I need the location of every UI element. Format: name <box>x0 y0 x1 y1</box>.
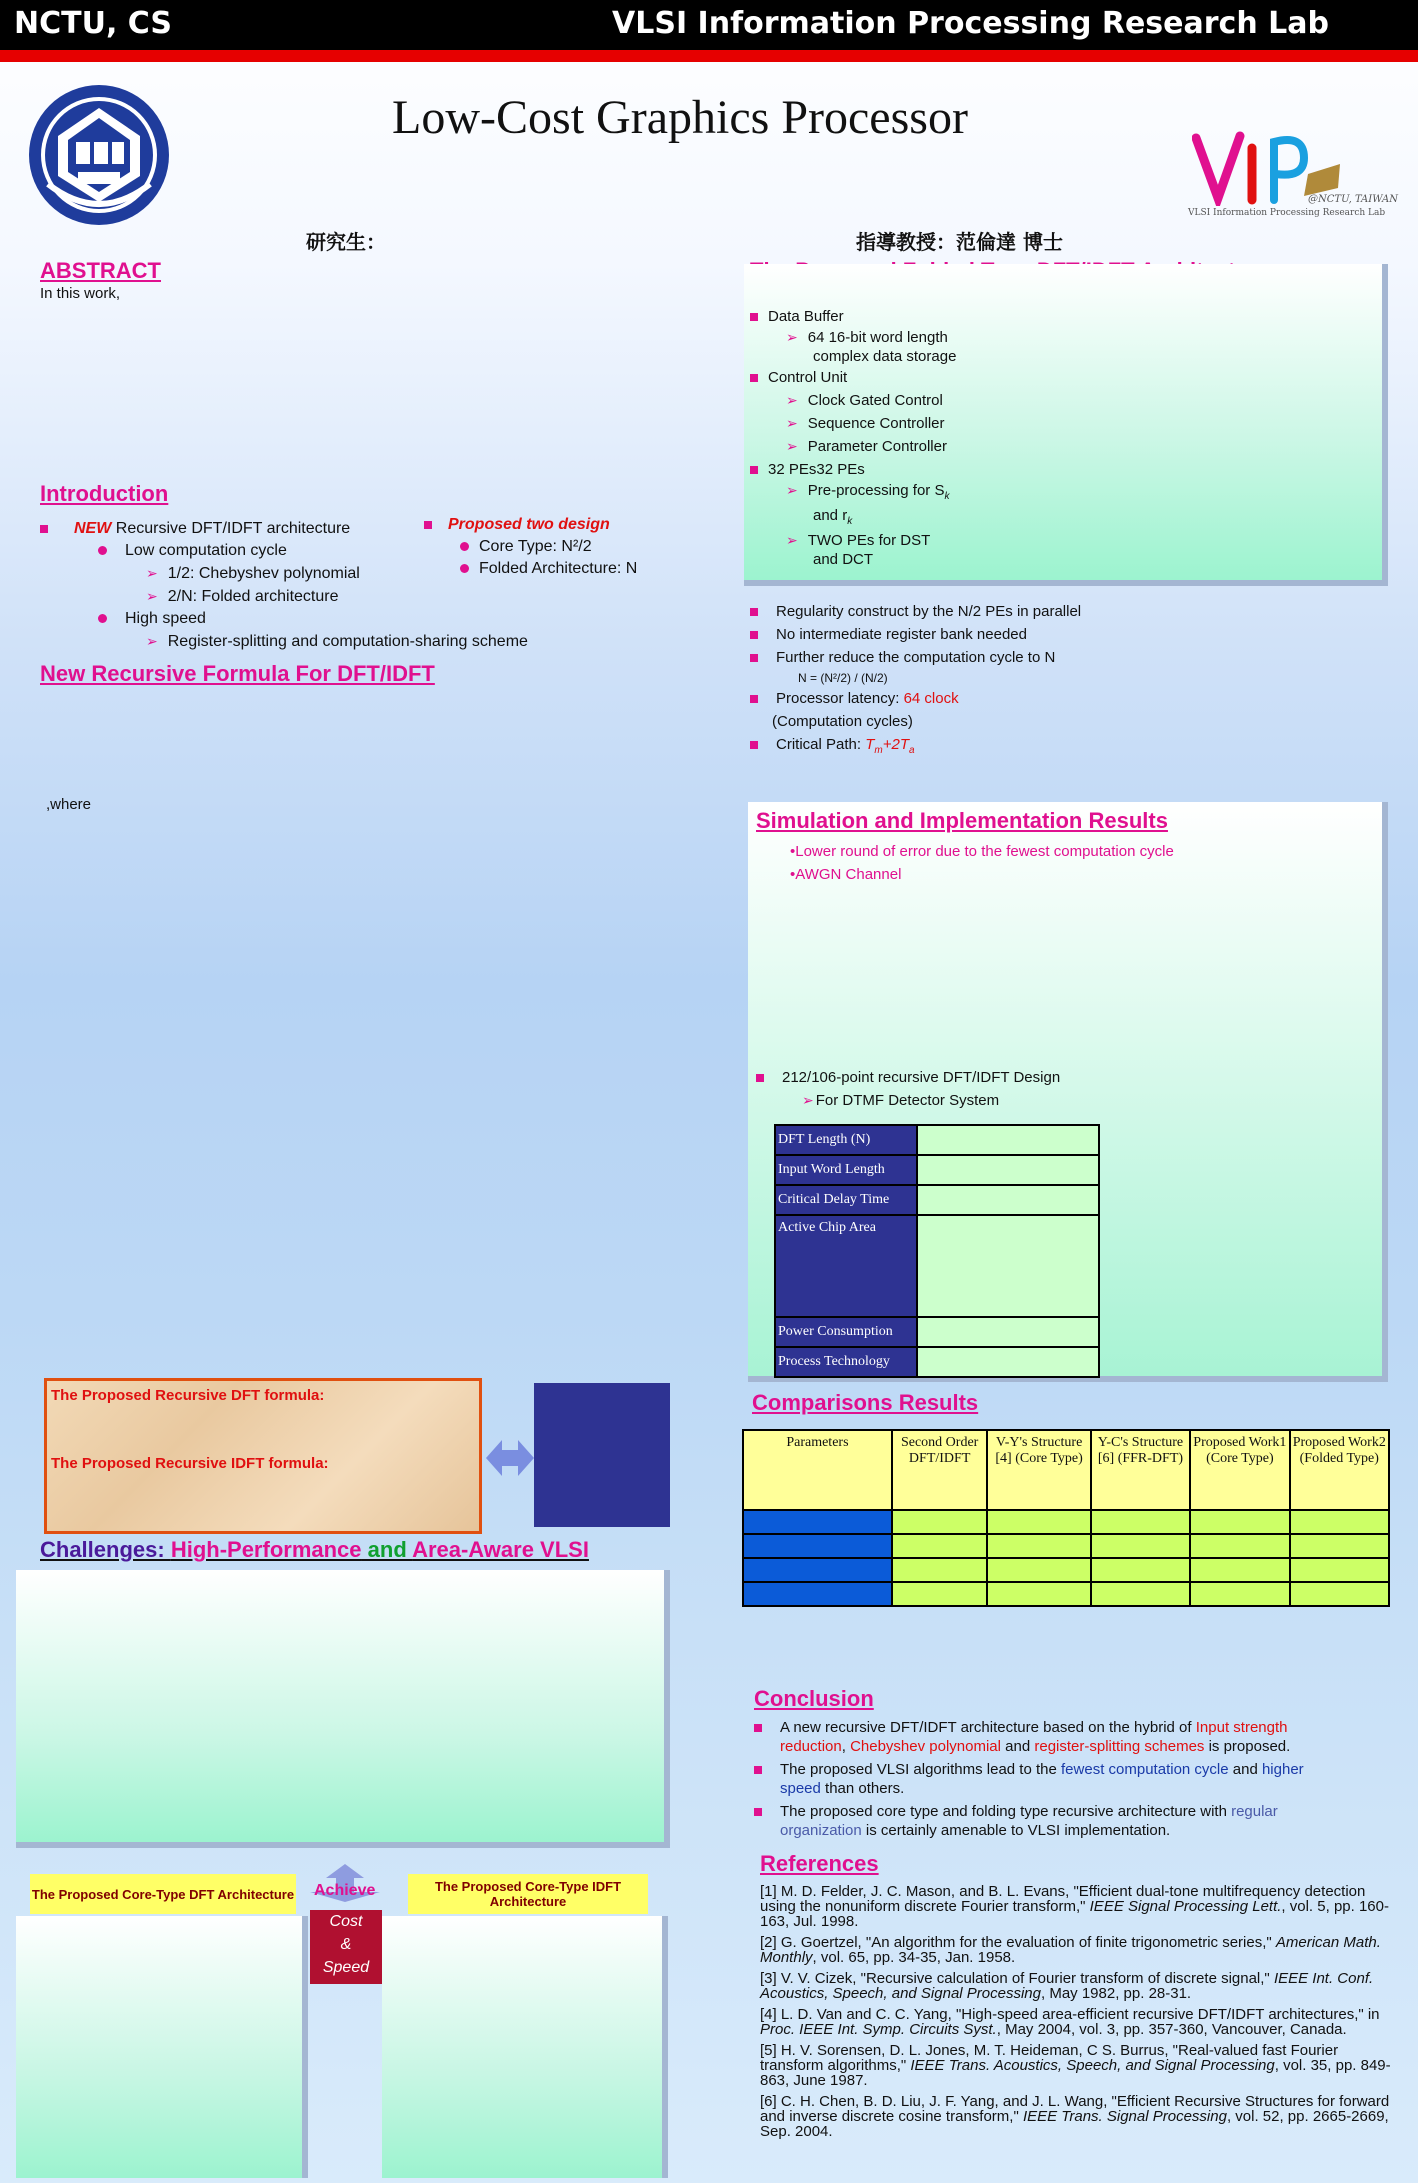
reference-item: [2] G. Goertzel, "An algorithm for the evaluation of finite trigonometric series," American Math. Monthly, vol. 65, pp. 34-35, Jan. 1958. <box>760 1934 1381 1966</box>
reference-item: [4] L. D. Van and C. C. Yang, "High-speed area-efficient recursive DFT/IDFT architectures," in Proc. IEEE Int. Symp. Circuits Syst., May 2004, vol. 3, pp. 357-360, Vancouver, Canada. <box>760 2006 1380 2038</box>
list-item: ➢ TWO PEs for DST <box>786 532 931 549</box>
list-item: ➢ 1/2: Chebyshev polynomial <box>146 565 360 582</box>
list-item: ➢ Register-splitting and computation-sharing scheme <box>146 633 528 650</box>
list-item-text: For DTMF Detector System <box>815 1092 1000 1109</box>
list-item-text: High speed <box>125 610 206 627</box>
column-header: Proposed Work1 (Core Type) <box>1190 1430 1289 1510</box>
list-item-text: Proposed two design <box>448 516 610 533</box>
list-item <box>750 646 1380 669</box>
list-item <box>754 1760 1334 1798</box>
design-list <box>756 1066 1060 1112</box>
reference-item: [3] V. V. Cizek, "Recursive calculation of Fourier transform of discrete signal," IEEE Int. Conf. Acoustics, Speech, and Signal Processing, May 1982, pp. 28-31. <box>760 1970 1374 2002</box>
spec-label: Critical Delay Time <box>775 1185 917 1215</box>
column-header: Proposed Work2 (Folded Type) <box>1290 1430 1389 1510</box>
note-line: •AWGN Channel <box>790 866 902 883</box>
list-item <box>460 536 664 558</box>
challenges-heading <box>40 1537 589 1563</box>
list-item-text: Regularity construct by the N/2 PEs in parallel <box>776 603 1082 620</box>
reference-item: [5] H. V. Sorensen, D. L. Jones, M. T. Heideman, C S. Burrus, "Real-valued fast Fourier transform algorithms," IEEE Trans. Acoustics, Speech, and Signal Processing, vol. 35, pp. 849-863, June 1987. <box>760 2042 1391 2089</box>
list-item <box>813 506 1150 531</box>
table-cell <box>1290 1534 1389 1558</box>
list-item-text: Register-splitting and computation-sharing scheme <box>167 633 528 650</box>
list-item-text: Processor latency: <box>776 690 904 707</box>
list-item-text: Control Unit <box>768 369 848 386</box>
table-cell <box>1190 1510 1289 1534</box>
challenges-and: and <box>361 1537 413 1562</box>
list-item-text: and DCT <box>813 551 874 568</box>
figure-placeholder <box>534 1383 670 1527</box>
speed-label: Speed <box>322 1959 370 1976</box>
list-item: ➢ Sequence Controller <box>786 415 945 432</box>
spec-label: Process Technology <box>775 1347 917 1377</box>
banner-right: VLSI Information Processing Research Lab <box>612 6 1329 41</box>
list-item-text: 1/2: Chebyshev polynomial <box>167 565 360 582</box>
table-cell <box>892 1582 988 1606</box>
row-label-cell <box>743 1558 892 1582</box>
list-item <box>813 550 1150 569</box>
list-item <box>813 347 1150 366</box>
list-item-text: Pre-processing for S <box>807 482 945 499</box>
banner-left: NCTU, CS <box>14 6 172 41</box>
top-banner <box>0 0 1418 50</box>
spec-label: Active Chip Area <box>775 1215 917 1317</box>
dft-formula-label: The Proposed Recursive DFT formula: <box>51 1387 325 1404</box>
list-item <box>750 305 1150 328</box>
core-idft-panel <box>382 1916 668 2178</box>
list-item-text: Core Type: N²/2 <box>479 538 592 555</box>
list-item <box>424 514 664 536</box>
folded-bullets <box>750 600 1380 762</box>
table-cell <box>987 1558 1090 1582</box>
core-dft-label: The Proposed Core-Type DFT Architecture <box>30 1874 296 1914</box>
table-header-row <box>743 1430 1389 1510</box>
list-item-text: Parameter Controller <box>807 438 947 455</box>
table-cell <box>892 1534 988 1558</box>
table-row <box>743 1582 1389 1606</box>
list-item <box>750 687 1380 710</box>
core-idft-label: The Proposed Core-Type IDFT Architecture <box>408 1874 648 1914</box>
list-item <box>756 1066 1060 1089</box>
list-item-text: 64 16-bit word length <box>807 329 948 346</box>
table-cell <box>1190 1582 1289 1606</box>
conclusion-list <box>754 1718 1334 1840</box>
table-cell <box>892 1558 988 1582</box>
list-item-text: Data Buffer <box>768 308 844 325</box>
list-item-text: 212/106-point recursive DFT/IDFT Design <box>782 1069 1061 1086</box>
spec-value <box>917 1317 1099 1347</box>
list-item-text: 2/N: Folded architecture <box>167 588 339 605</box>
folded-list <box>750 305 1150 569</box>
table-cell <box>1091 1558 1190 1582</box>
amp-label: & <box>340 1936 352 1953</box>
list-item-text: (Computation cycles) <box>772 713 913 730</box>
spec-value <box>917 1347 1099 1377</box>
poster-title: Low-Cost Graphics Processor <box>392 91 968 144</box>
spec-table <box>774 1124 1100 1378</box>
table-row <box>775 1125 1099 1155</box>
list-item <box>460 558 664 580</box>
list-item <box>750 458 1150 481</box>
row-label-cell <box>743 1582 892 1606</box>
table-cell <box>1290 1558 1389 1582</box>
table-row <box>775 1215 1099 1317</box>
list-item-text: complex data storage <box>813 348 957 365</box>
spec-value <box>917 1155 1099 1185</box>
table-row <box>743 1558 1389 1582</box>
table-cell <box>1091 1534 1190 1558</box>
cost-label: Cost <box>329 1913 363 1930</box>
intro-right-list <box>424 514 664 580</box>
subscript: k <box>847 516 853 527</box>
table-row <box>743 1534 1389 1558</box>
spec-value <box>917 1125 1099 1155</box>
table-cell <box>1290 1510 1389 1534</box>
table-cell <box>1190 1558 1289 1582</box>
introduction-heading: Introduction <box>40 481 169 506</box>
cost-speed-box <box>310 1910 382 1984</box>
vip-logo-sub2: VLSI Information Processing Research Lab <box>1188 208 1386 218</box>
conclusion-heading: Conclusion <box>754 1686 874 1711</box>
red-divider <box>0 50 1418 62</box>
list-item-text: TWO PEs for DST <box>807 532 931 549</box>
university-seal-icon <box>28 84 170 226</box>
table-cell <box>1290 1582 1389 1606</box>
list-item <box>754 1718 1334 1756</box>
spec-value <box>917 1185 1099 1215</box>
row-label-cell <box>743 1534 892 1558</box>
row-label-cell <box>743 1510 892 1534</box>
note-line: •Lower round of error due to the fewest computation cycle <box>790 843 1174 860</box>
table-cell <box>1091 1510 1190 1534</box>
challenges-panel <box>16 1570 670 1848</box>
table-row <box>775 1155 1099 1185</box>
list-item-text: Further reduce the computation cycle to N <box>776 649 1056 666</box>
formula-box <box>44 1378 482 1534</box>
column-header: Second Order DFT/IDFT <box>892 1430 988 1510</box>
list-item-text: and r <box>813 507 848 524</box>
list-item: ➢ Clock Gated Control <box>786 392 943 409</box>
list-item-text: Critical Path: <box>776 736 866 753</box>
list-item: ➢ 2/N: Folded architecture <box>146 588 339 605</box>
spec-label: Power Consumption <box>775 1317 917 1347</box>
reference-item: [6] C. H. Chen, B. D. Liu, J. F. Yang, and J. L. Wang, "Efficient Recursive Structures for forward and inverse discrete cosine transform," IEEE Trans. Signal Processing, vol. 52, pp. 2665-2669, Sep. 2004. <box>760 2093 1390 2140</box>
table-cell <box>987 1534 1090 1558</box>
latency-value: 64 clock <box>903 690 959 707</box>
column-header: Parameters <box>743 1430 892 1510</box>
references-heading: References <box>760 1851 879 1876</box>
subscript: k <box>944 491 950 502</box>
table-row <box>743 1510 1389 1534</box>
list-item-text: A new recursive DFT/IDFT architecture based on the hybrid of Input strength reduction, Chebyshev polynomial and register-splitting schemes is proposed. <box>780 1719 1291 1755</box>
list-item <box>772 710 1380 733</box>
list-item <box>98 608 540 630</box>
advisor-label: 指導教授：范倫達 博士 <box>856 230 1063 254</box>
column-header: Y-C's Structure [6] (FFR-DFT) <box>1091 1430 1190 1510</box>
formula-line: N = (N²/2) / (N/2) <box>798 671 888 685</box>
table-cell <box>892 1510 988 1534</box>
list-item-text: 32 PEs32 PEs <box>768 461 865 478</box>
list-item-text: Recursive DFT/IDFT architecture <box>111 520 351 537</box>
spec-label: DFT Length (N) <box>775 1125 917 1155</box>
challenges-prefix: Challenges: <box>40 1537 171 1562</box>
list-item <box>750 600 1380 623</box>
list-item-text: The proposed VLSI algorithms lead to the fewest computation cycle and higher speed than others. <box>780 1761 1304 1797</box>
column-header: V-Y's Structure [4] (Core Type) <box>987 1430 1090 1510</box>
list-item <box>750 366 1150 389</box>
spec-label: Input Word Length <box>775 1155 917 1185</box>
list-item-text: Sequence Controller <box>807 415 945 432</box>
double-arrow-icon <box>486 1436 534 1480</box>
challenges-term1: High-Performance <box>170 1537 362 1562</box>
list-item <box>750 733 1380 762</box>
core-dft-panel <box>16 1916 308 2178</box>
list-item-text: No intermediate register bank needed <box>776 626 1027 643</box>
list-item-text: The proposed core type and folding type recursive architecture with regular organization is certainly amenable to VLSI implementation. <box>780 1803 1278 1839</box>
list-item <box>750 623 1380 646</box>
table-row <box>775 1317 1099 1347</box>
list-item: ➢ 64 16-bit word length <box>786 329 948 346</box>
list-item-text: Low computation cycle <box>125 542 287 559</box>
abstract-text: In this work, <box>40 285 121 302</box>
table-row <box>775 1347 1099 1377</box>
formula-where: ,where <box>46 796 92 813</box>
achieve-label: Achieve <box>314 1882 376 1899</box>
list-item: ➢ Pre-processing for $S_k$ <box>786 482 950 502</box>
table-cell <box>987 1510 1090 1534</box>
table-row <box>775 1185 1099 1215</box>
list-item-text: Folded Architecture: N <box>479 560 638 577</box>
abstract-heading: ABSTRACT <box>40 258 161 283</box>
vip-logo-sub1: @NCTU, TAIWAN <box>1308 194 1398 205</box>
list-item: ➢ For DTMF Detector System <box>802 1092 1000 1109</box>
students-label: 研究生： <box>306 230 386 254</box>
table-cell <box>1091 1582 1190 1606</box>
list-item-text: Clock Gated Control <box>807 392 943 409</box>
new-tag: NEW <box>74 520 112 537</box>
reference-item: [1] M. D. Felder, J. C. Mason, and B. L. Evans, "Efficient dual-tone multifrequency detection using the nonuniform discrete Fourier transform," IEEE Signal Processing Lett., vol. 5, pp. 160-163, Jul. 1998. <box>760 1883 1389 1930</box>
challenges-term2: Area-Aware VLSI <box>412 1537 589 1562</box>
comparisons-heading: Comparisons Results <box>752 1390 979 1415</box>
simulation-heading: Simulation and Implementation Results <box>756 808 1168 833</box>
critical-path-value: $T_m+2T_a$ <box>865 736 915 756</box>
idft-formula-label: The Proposed Recursive IDFT formula: <box>51 1455 329 1472</box>
spec-value <box>917 1215 1099 1317</box>
vip-logo <box>1188 128 1408 220</box>
references-list <box>760 1884 1398 2145</box>
simulation-notes <box>790 840 1174 886</box>
new-formula-heading: New Recursive Formula For DFT/IDFT <box>40 661 435 686</box>
list-item: ➢ Parameter Controller <box>786 438 947 455</box>
list-item <box>754 1802 1334 1840</box>
table-cell <box>1190 1534 1289 1558</box>
comparison-table <box>742 1429 1390 1607</box>
table-cell <box>987 1582 1090 1606</box>
